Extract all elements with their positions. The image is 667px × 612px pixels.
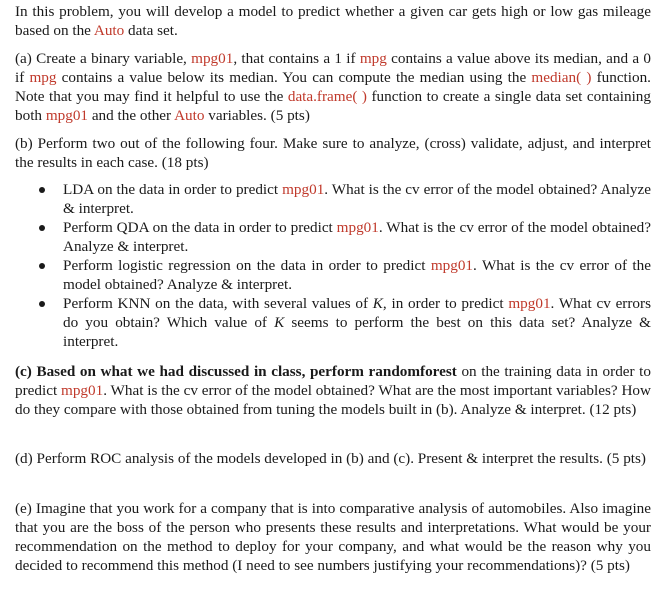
part-b-paragraph: (b) Perform two out of the following four. Make sure to analyze, (cross) validate, adjust, and interpret the results in each case. (18 pts) [15,135,651,171]
k-variable: K [372,295,383,312]
task-text: , in order to predict [382,295,509,312]
auto-keyword: Auto [174,107,205,124]
mpg01-keyword: mpg01 [191,50,234,67]
intro-text-end: data set. [124,22,178,39]
intro-paragraph [15,2,651,40]
task-text: . What is the cv error of the model obtained? Analyze & interpret. [63,181,651,217]
task-text: LDA on the data in order to predict [63,181,283,198]
part-d-paragraph: (d) Perform ROC analysis of the models developed in (b) and (c). Present & interpret the results. (5 pts) [15,450,646,467]
mpg01-keyword: mpg01 [430,257,474,274]
task-text: Perform logistic regression on the data in order to predict [63,257,431,274]
part-a-text: (a) Create a binary variable, [15,50,192,67]
part-a-paragraph [15,49,651,125]
mpg01-keyword: mpg01 [336,219,379,236]
task-text: . What cv errors do you obtain? Which value of [63,295,651,331]
mpg-keyword: mpg [29,69,57,86]
mpg-keyword: mpg [359,50,387,67]
part-a-text: contains a value below its median. You can compute the median using the [56,69,532,86]
task-text: seems to perform the best on this data set? Analyze & interpret. [63,314,651,350]
part-a-text: function to create a single data set containing both [15,88,651,124]
part-b-task-list [15,180,651,351]
task-item-logistic [63,256,651,294]
task-item-knn [63,294,651,351]
part-e-paragraph: (e) Imagine that you work for a company that is into comparative analysis of automobiles. Also imagine that you are the boss of the person who presents these results and interpretations. What would be your recommendation on the method to deploy for your company, and what would be the reason why you decided to recommend this method (I need to see numbers justifying your recommendations)? (5 pts) [15,500,651,574]
part-a-text: function. Note that you may find it helpful to use the [15,69,651,105]
median-function-keyword: median( ) [531,69,592,86]
task-text: . What is the cv error of the model obtained? Analyze & interpret. [63,257,651,293]
part-c-text: on the training data in order to predict [15,363,651,399]
auto-keyword: Auto [93,22,125,39]
part-c-paragraph [15,362,651,419]
intro-text: In this problem, you will develop a model to predict whether a given car gets high or low gas mileage based on the [15,3,651,39]
task-item-lda [63,180,651,218]
k-variable: K [274,314,285,331]
task-text: . What is the cv error of the model obtained? Analyze & interpret. [63,219,651,255]
mpg01-keyword: mpg01 [282,181,325,198]
part-c-bold-heading: (c) Based on what we had discussed in class, perform randomforest [15,363,457,380]
mpg01-keyword: mpg01 [508,295,551,312]
part-c-text: . What is the cv error of the model obtained? What are the most important variables? How do they compare with those obtained from tuning the models built in (b). Analyze & interpret. (12 pts) [15,382,651,418]
task-text: Perform QDA on the data in order to predict [63,219,337,236]
part-a-text: , that contains a 1 if [233,50,360,67]
dataframe-function-keyword: data.frame( ) [287,88,367,105]
mpg01-keyword: mpg01 [61,382,104,399]
task-item-qda [63,218,651,256]
part-a-text: contains a value above its median, and a 0 if [15,50,651,86]
part-a-text: and the other [88,107,175,124]
mpg01-keyword: mpg01 [45,107,89,124]
part-a-text: variables. (5 pts) [204,107,310,124]
task-text: Perform KNN on the data, with several values of [63,295,373,312]
